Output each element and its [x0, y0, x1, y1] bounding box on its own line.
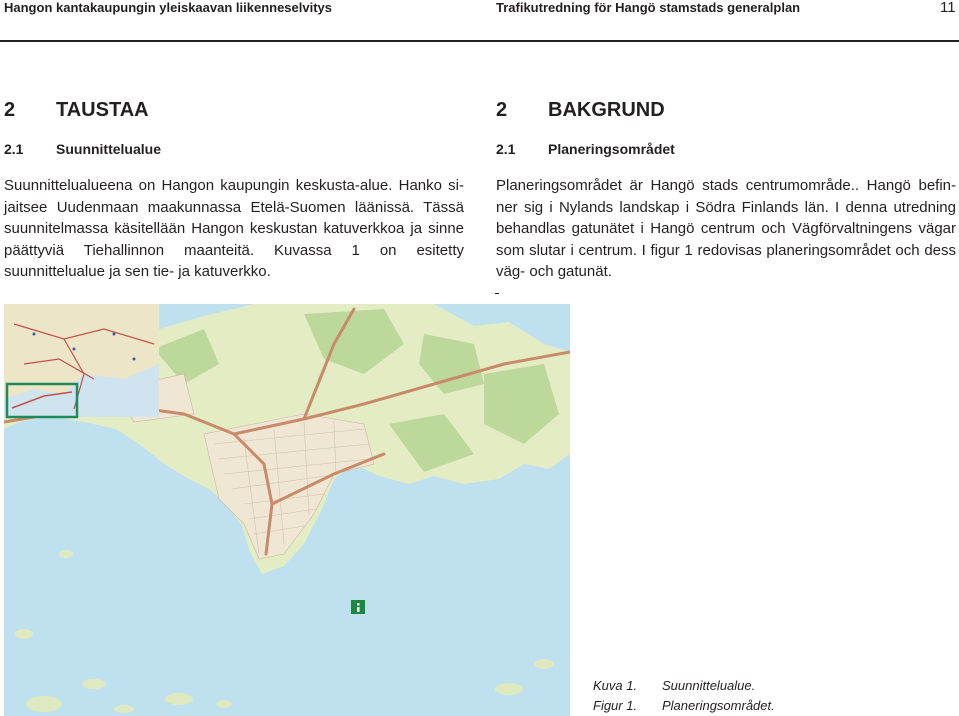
subsection-heading-sv: [496, 140, 675, 158]
small-dash-mark: [495, 293, 499, 294]
caption-sv: [593, 696, 775, 716]
section-heading-fi: [4, 98, 149, 122]
subsection-heading-fi: [4, 140, 161, 158]
subsection-title: Suunnittelualue: [56, 141, 161, 157]
caption-text: Planeringsområdet.: [662, 698, 775, 713]
paragraph-sv: Planeringsområdet är Hangö stads centrumområde.. Hangö befin-ner sig i Nylands landskap i Södra Finlands län. I denna utredning behandlas gatunätet i Hangö centrum och Vägförvaltningens vägar som slutar i centrum. I figur 1 redovisas planeringsområdet och dess väg- och gatunät.: [496, 177, 956, 280]
section-heading-sv: [496, 98, 665, 122]
subsection-number: 2.1: [496, 141, 516, 157]
inset-map: [4, 304, 159, 417]
header-right-title: Trafikutredning för Hangö stamstads generalplan: [496, 0, 801, 15]
section-title: TAUSTAA: [56, 99, 149, 121]
section-title: BAKGRUND: [548, 99, 665, 121]
caption-text: Suunnittelualue.: [662, 678, 756, 693]
caption-fi: [593, 676, 755, 696]
map-figure: [4, 304, 570, 716]
subsection-number: 2.1: [4, 141, 24, 157]
caption-number: Kuva 1.: [593, 678, 638, 693]
section-number: 2: [496, 99, 508, 121]
info-icon: [351, 600, 365, 614]
paragraph-fi: Suunnittelualueena on Hangon kaupungin keskusta-alue. Hanko si-jaitsee Uudenmaan maakunnassa Etelä-Suomen läänissä. Tässä suunnitelmassa käsitellään Hangon keskustan katuverkkoa ja sinne päättyviä Tiehallinnon maanteitä. Kuvassa 1 on esitetty suunnittelualue ja sen tie- ja katuverkko.: [4, 177, 464, 280]
subsection-title: Planeringsområdet: [548, 141, 675, 157]
caption-number: Figur 1.: [593, 698, 638, 713]
header-left-title: Hangon kantakaupungin yleiskaavan liikenneselvitys: [4, 0, 333, 15]
section-number: 2: [4, 99, 16, 121]
page-number: 11: [940, 0, 956, 16]
header-rule: [0, 40, 959, 42]
